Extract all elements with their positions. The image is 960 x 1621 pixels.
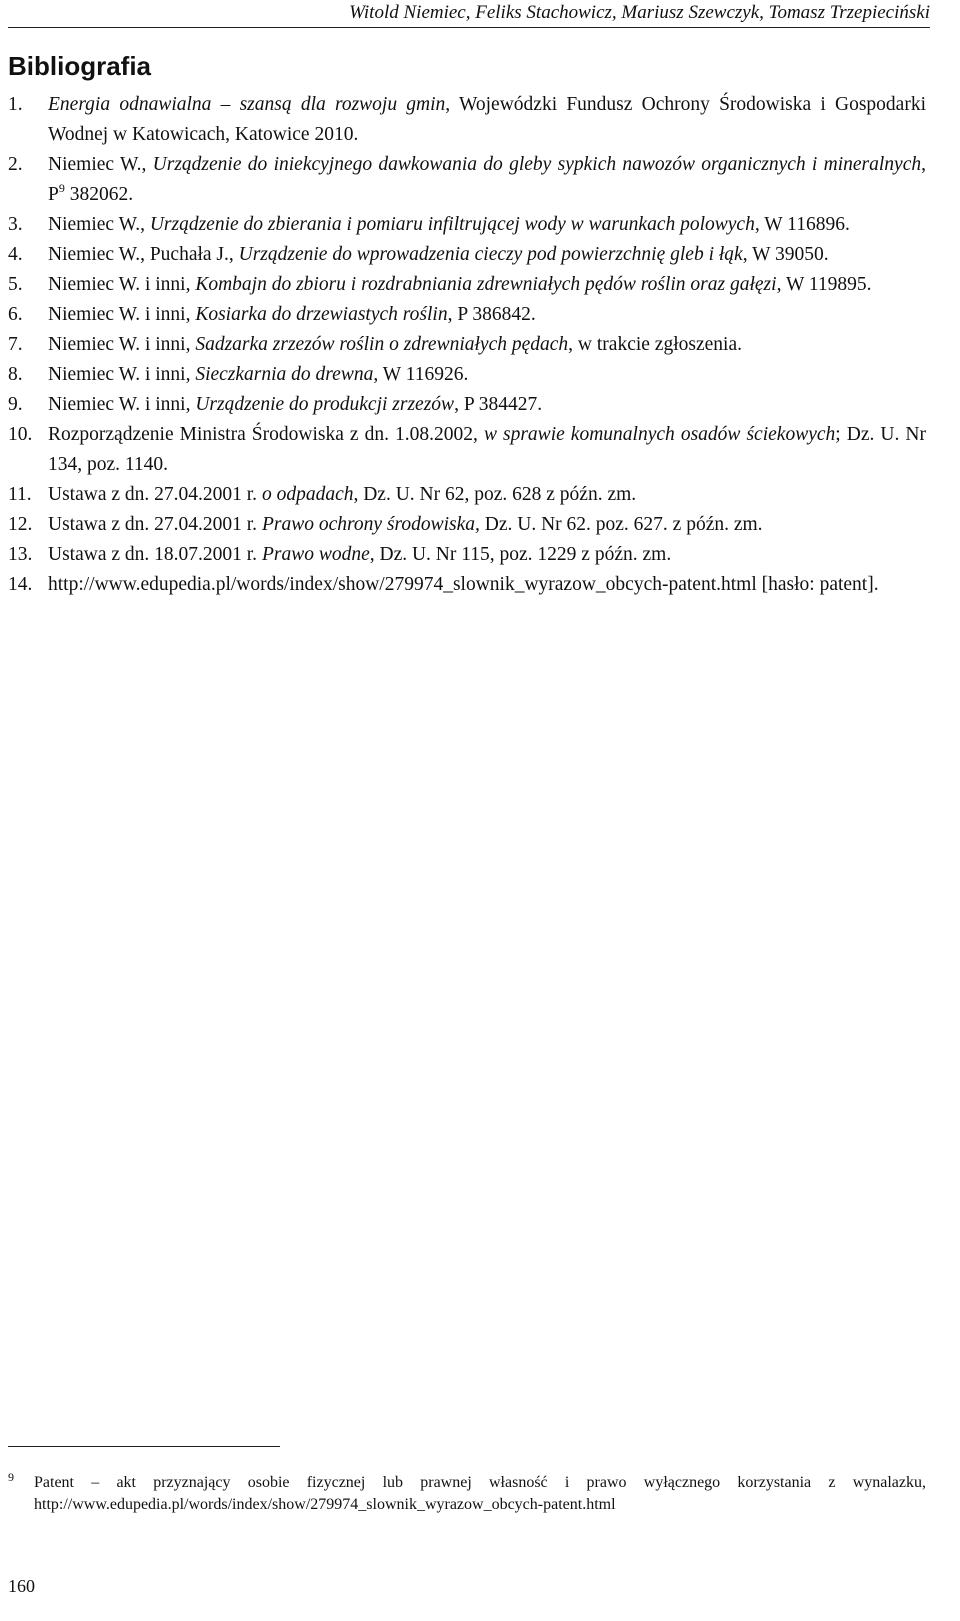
item-title: Urządzenie do zbierania i pomiaru infiltrującej wody w warunkach polowych (149, 214, 755, 235)
footnote-text: Patent – akt przyznający osobie fizycznej lub prawnej własność i prawo wyłącznego korzystania z wynalazku, http://www.edupedia.pl/words/index/show/279974_slownik_wyrazow_obcych-patent.html (34, 1474, 926, 1513)
item-details: , W 39050. (742, 244, 829, 265)
footnote-rule (8, 1446, 280, 1447)
item-authors: Niemiec W. i inni, (48, 334, 196, 355)
item-url-link[interactable]: http://www.edupedia.pl/words/index/show/279974_slownik_wyrazow_obcych-patent.html [hasło: patent]. (48, 574, 879, 595)
footnote (8, 1472, 926, 1516)
item-title: Urządzenie do wprowadzenia cieczy pod powierzchnię gleb i łąk (238, 244, 743, 265)
item-details: , w trakcie zgłoszenia. (568, 334, 742, 355)
item-number: 6. (8, 304, 23, 325)
item-title: w sprawie komunalnych osadów ściekowych (483, 424, 836, 445)
item-number: 1. (8, 94, 23, 115)
item-title: Prawo ochrony środowiska, (261, 514, 480, 535)
item-authors: Ustawa z dn. 18.07.2001 r. (48, 544, 262, 565)
item-number: 12. (8, 514, 33, 535)
item-title: Sadzarka zrzezów roślin o zdrewniałych pędach (195, 334, 569, 355)
item-number: 4. (8, 244, 23, 265)
item-details: , W 116896. (754, 214, 850, 235)
item-title: Urządzenie do iniekcyjnego dawkowania do gleby sypkich nawozów organicznych i mineralnych (152, 154, 922, 175)
item-authors: Niemiec W., Puchała J., (48, 244, 239, 265)
footnote-reference[interactable]: 9 (58, 181, 65, 195)
bibliography-item (8, 390, 926, 420)
item-authors: Ustawa z dn. 27.04.2001 r. (48, 514, 262, 535)
bibliography-item (8, 150, 926, 210)
item-authors: Rozporządzenie Ministra Środowiska z dn. 1.08.2002, (48, 424, 484, 445)
item-details: , W 116926. (373, 364, 469, 385)
item-details: , W 119895. (776, 274, 872, 295)
bibliography-item (8, 300, 926, 330)
item-authors: Ustawa z dn. 27.04.2001 r. (48, 484, 262, 505)
item-details: , Wojewódzki Fundusz Ochrony Środowiska i Gospodarki Wodnej w Katowicach, Katowice 2010. (48, 94, 926, 145)
bibliography-item (8, 90, 926, 150)
item-details: , P 386842. (447, 304, 536, 325)
bibliography-item (8, 270, 926, 300)
item-title: Kosiarka do drzewiastych roślin (195, 304, 448, 325)
bibliography-item (8, 330, 926, 360)
item-details: ; Dz. U. Nr 134, poz. 1140. (48, 424, 926, 475)
item-details: , Dz. U. Nr 115, poz. 1229 z późn. zm. (369, 544, 672, 565)
item-details: Dz. U. Nr 62. poz. 627. z późn. zm. (479, 514, 763, 535)
footnote-mark: 9 (8, 1470, 14, 1484)
item-number: 13. (8, 544, 33, 565)
item-number: 7. (8, 334, 23, 355)
item-number: 11. (8, 484, 32, 505)
item-title: Energia odnawialna – szansą dla rozwoju gmin (48, 94, 446, 115)
item-title: Urządzenie do produkcji zrzezów (195, 394, 455, 415)
item-title: o odpadach (261, 484, 354, 505)
item-details-end: 382062. (64, 184, 134, 205)
bibliography-item (8, 210, 926, 240)
item-details: , P 384427. (454, 394, 543, 415)
item-details: , P (48, 154, 926, 205)
item-authors: Niemiec W. i inni, (48, 304, 196, 325)
item-number: 2. (8, 154, 23, 175)
item-authors: Niemiec W., (48, 214, 150, 235)
item-title: Prawo wodne (261, 544, 370, 565)
item-details: , Dz. U. Nr 62, poz. 628 z późn. zm. (353, 484, 637, 505)
item-title: Kombajn do zbioru i rozdrabniania zdrewniałych pędów roślin oraz gałęzi (195, 274, 777, 295)
item-number: 14. (8, 574, 33, 595)
item-authors: Niemiec W. i inni, (48, 394, 196, 415)
item-number: 3. (8, 214, 23, 235)
item-number: 8. (8, 364, 23, 385)
item-authors: Niemiec W. i inni, (48, 274, 196, 295)
item-number: 10. (8, 424, 33, 445)
running-header-authors: Witold Niemiec, Feliks Stachowicz, Mariusz Szewczyk, Tomasz Trzepieciński (349, 2, 930, 23)
item-title: Sieczkarnia do drewna (195, 364, 374, 385)
bibliography-item (8, 360, 926, 390)
header-rule (8, 27, 930, 28)
bibliography-item (8, 540, 926, 570)
bibliography-item (8, 240, 926, 270)
bibliography-item (8, 570, 926, 600)
item-authors: Niemiec W., (48, 154, 153, 175)
bibliography-item (8, 420, 926, 480)
bibliography-item (8, 510, 926, 540)
bibliography-item (8, 480, 926, 510)
item-authors: Niemiec W. i inni, (48, 364, 196, 385)
bibliography-list (8, 90, 926, 600)
item-number: 9. (8, 394, 23, 415)
item-number: 5. (8, 274, 23, 295)
section-title: Bibliografia (8, 51, 152, 81)
page-number: 160 (8, 1576, 35, 1596)
